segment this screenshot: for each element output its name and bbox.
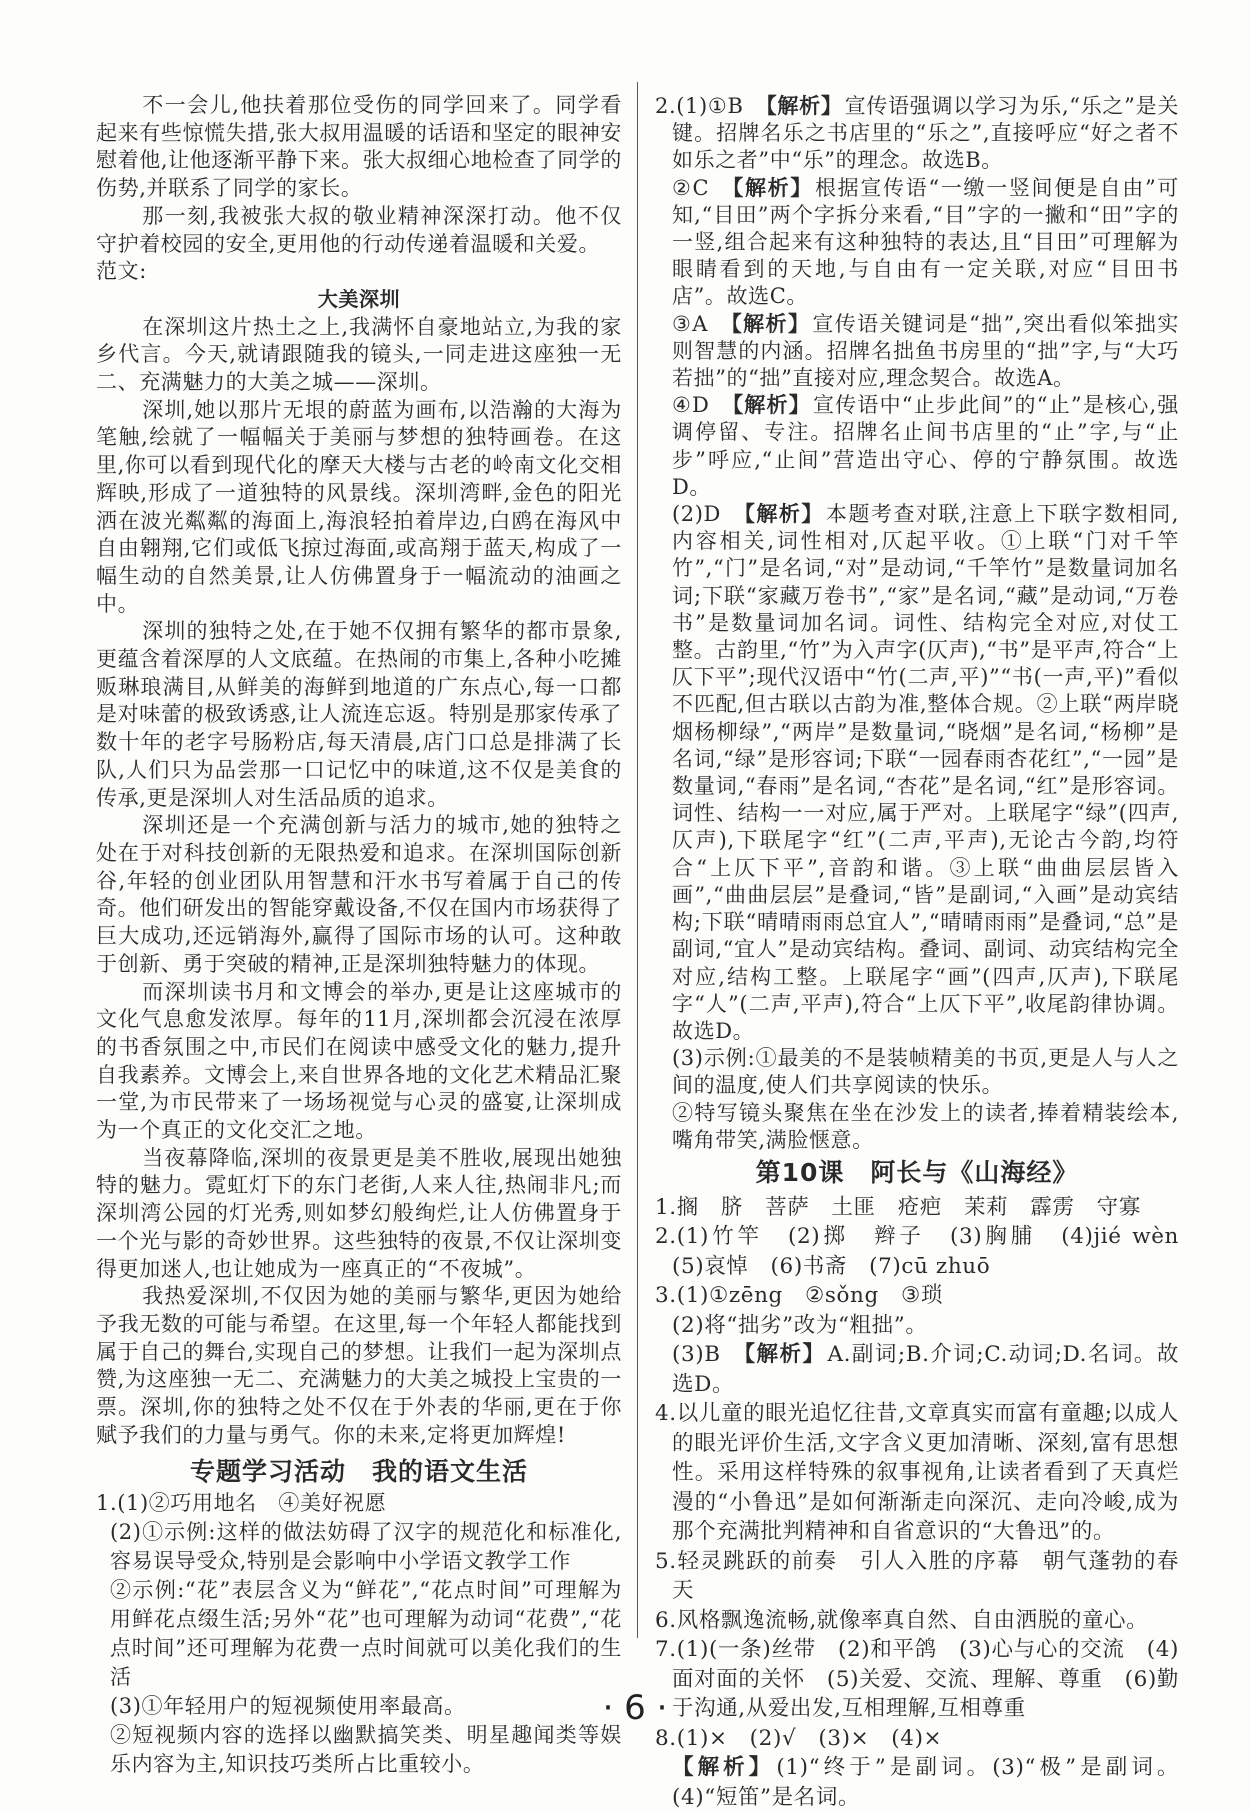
answer-item <box>655 1340 1179 1399</box>
paragraph <box>96 1145 622 1284</box>
answer-item <box>655 1724 1179 1754</box>
answer-text: (1)“终于”是副词。(3)“极”是副词。(4)“短笛”是名词。 <box>672 1755 1180 1810</box>
answer-text: 深圳,她以那片无垠的蔚蓝为画布,以浩瀚的大海为笔触,绘就了一幅幅关于美丽与梦想的独特画卷。在这里,你可以看到现代化的摩天大楼与古老的岭南文化交相辉映,形成了一道独特的风景线。深圳湾畔,金色的阳光洒在波光粼粼的海面上,海浪轻拍着岸边,白鸥在海风中自由翱翔,它们或低飞掠过海面,或高翔于蓝天,构成了一幅生动的自然美景,让人仿佛置身于一幅流动的油画之中。 <box>96 397 622 616</box>
analysis-label: 【解析】 <box>732 1342 826 1368</box>
answer-text: 不一会儿,他扶着那位受伤的同学回来了。同学看起来有些惊慌失措,张大叔用温暖的话语和坚定的眼神安慰着他,让他逐渐平静下来。张大叔细心地检查了同学的伤势,并联系了同学的家长。 <box>96 93 622 201</box>
answer-text: 本题考查对联,注意上下联字数相同,内容相关,词性相对,仄起平收。①上联“门对千竿竹”,“门”是名词,“对”是动词,“千竿竹”是数量词加名词;下联“家藏万卷书”,“家”是名词,“藏”是动词,“万卷书”是数量词加名词。词性、结构完全对应,对仗工整。古韵里,“竹”为入声字(仄声),“书”是平声,符合“上仄下平”;现代汉语中“竹(二声,平)”“书(一声,平)”看似不匹配,但古联以古韵为准,整体合规。②上联“两岸晓烟杨柳绿”,“两岸”是数量词,“晓烟”是名词,“杨柳”是名词,“绿”是形容词;下联“一园春雨杏花红”,“一园”是数量词,“春雨”是名词,“杏花”是名词,“红”是形容词。词性、结构一一对应,属于严对。上联尾字“绿”(四声,仄声),下联尾字“红”(二声,平声),无论古今韵,均符合“上仄下平”,音韵和谐。③上联“曲曲层层皆入画”,“曲曲层层”是叠词,“皆”是副词,“入画”是动宾结构;下联“晴晴雨雨总宜人”,“晴晴雨雨”是叠词,“总”是副词,“宜人”是动宾结构。叠词、副词、动宾结构完全对应,结构工整。上联尾字“画”(四声,仄声),下联尾字“人”(二声,平声),符合“上仄下平”,收尾韵律协调。故选D。 <box>672 502 1179 1043</box>
answer-text: (2)①示例:这样的做法妨碍了汉字的规范化和标准化,容易误导受众,特别是会影响中小学语文教学工作 <box>110 1520 622 1574</box>
answer-text: ②特写镜头聚焦在坐在沙发上的读者,捧着精装绘本,嘴角带笑,满脸惬意。 <box>672 1100 1179 1152</box>
answer-item <box>96 1489 622 1518</box>
answer-key: (3)B <box>672 1342 721 1368</box>
answer-item <box>655 93 1179 175</box>
analysis-label: 【解析】 <box>672 1755 775 1781</box>
answer-text: 在深圳这片热土之上,我满怀自豪地站立,为我的家乡代言。今天,就请跟随我的镜头,一同走进这座独一无二、充满魅力的大美之城——深圳。 <box>96 314 622 395</box>
answer-text: 5.轻灵跳跃的前奏 引人入胜的序幕 朝气蓬勃的春天 <box>655 1548 1179 1604</box>
answer-key: ④D <box>672 393 710 418</box>
answer-item <box>655 1547 1179 1606</box>
answer-item <box>96 1518 622 1576</box>
analysis-label: 【解析】 <box>755 94 843 118</box>
column-divider <box>637 82 638 1638</box>
answer-item <box>655 175 1179 311</box>
answer-text: 2.(1)竹竿 (2)掷 辫子 (3)胸脯 (4)jié wèn (5)哀悼 (6)书斋 (7)cū zhuō <box>655 1224 1202 1279</box>
answer-item <box>655 1399 1179 1547</box>
paragraph <box>96 812 622 978</box>
answer-text: 深圳的独特之处,在于她不仅拥有繁华的都市景象,更蕴含着深厚的人文底蕴。在热闹的市集上,各种小吃摊贩琳琅满目,从鲜美的海鲜到地道的广东点心,每一口都是对味蕾的极致诱惑,让人流连忘返。特别是那家传承了数十年的老字号肠粉店,每天清晨,店门口总是排满了长队,人们只为品尝那一口记忆中的味道,这不仅是美食的传承,更是深圳人对生活品质的追求。 <box>96 619 622 810</box>
answer-text: 6.风格飘逸流畅,就像率真自然、自由洒脱的童心。 <box>655 1607 1149 1633</box>
right-column <box>655 93 1202 1812</box>
answer-key: ②C <box>672 175 710 200</box>
analysis-section <box>655 93 1179 1154</box>
answer-text: 宣传语关键词是“拙”,突出看似笨拙实则智慧的内涵。招牌名拙鱼书房里的“拙”字,与“大巧若拙”的“拙”直接对应,理念契合。故选A。 <box>672 311 1179 391</box>
analysis-label: 【解析】 <box>719 311 811 336</box>
answer-item <box>655 1606 1179 1636</box>
paragraph <box>96 258 622 286</box>
answer-item <box>655 1635 1179 1724</box>
activity-answers <box>96 1489 622 1778</box>
answer-text: 宣传语强调以学习为乐,“乐之”是关键。招牌名乐之书店里的“乐之”,直接呼应“好之者不如乐之者”中“乐”的理念。故选B。 <box>672 94 1179 173</box>
paragraph <box>96 1283 622 1449</box>
analysis-label: 【解析】 <box>721 393 811 418</box>
answer-item <box>655 1222 1202 1281</box>
answer-item <box>655 1045 1179 1099</box>
answer-key: (2)D <box>672 502 721 527</box>
answer-text: 根据宣传语“一缴一竖间便是自由”可知,“目田”两个字拆分来看,“目”字的一撇和“田”字的一竖,组合起来有这种独特的表达,且“目田”可理解为眼睛看到的天地,与自由有一定关联,对应“目田书店”。故选C。 <box>672 175 1179 309</box>
lesson-heading: 第10课 阿长与《山海经》 <box>755 1157 1079 1187</box>
answer-text: 7.(1)(一条)丝带 (2)和平鸽 (3)心与心的交流 (4)面对面的关怀 (5)关爱、交流、理解、尊重 (6)勤于沟通,从爱出发,互相理解,互相尊重 <box>655 1637 1179 1722</box>
answer-item <box>655 392 1179 501</box>
answer-text: (3)①年轻用户的短视频使用率最高。 <box>110 1693 466 1718</box>
answer-text: 而深圳读书月和文博会的举办,更是让这座城市的文化气息愈发浓厚。每年的11月,深圳都会沉浸在浓厚的书香氛围之中,市民们在阅读中感受文化的魅力,提升自我素养。文博会上,来自世界各地的文化艺术精品汇聚一堂,为市民带来了一场场视觉与心灵的盛宴,让深圳成为一个真正的文化交汇之地。 <box>96 979 622 1143</box>
answer-text: 我热爱深圳,不仅因为她的美丽与繁华,更因为她给予我无数的可能与希望。在这里,每一个年轻人都能找到属于自己的舞台,实现自己的梦想。让我们一起为深圳点赞,为这座独一无二、充满魅力的大美之城投上宝贵的一票。深圳,你的独特之处不仅在于外表的华丽,更在于你赋予我们的力量与勇气。你的未来,定将更加辉煌! <box>96 1284 622 1447</box>
answer-item <box>655 1281 1179 1311</box>
paragraph <box>96 979 622 1145</box>
paragraph <box>96 397 622 619</box>
analysis-label: 【解析】 <box>721 175 813 200</box>
answer-text: 深圳还是一个充满创新与活力的城市,她的独特之处在于对科技创新的无限热爱和追求。在深圳国际创新谷,年轻的创业团队用智慧和汗水书写着属于自己的传奇。他们研发出的智能穿戴设备,不仅在国内市场获得了巨大成功,还远销海外,赢得了国际市场的认可。这种敢于创新、勇于突破的精神,正是深圳独特魅力的体现。 <box>96 813 622 976</box>
answer-text: 宣传语中“止步此间”的“止”是核心,强调停留、专注。招牌名止间书店里的“止”字,与“止步”呼应,“止间”营造出守心、停的宁静氛围。故选D。 <box>672 393 1179 499</box>
answer-text: 1.搁 脐 菩萨 土匪 疮疤 茉莉 霹雳 守寡 <box>655 1194 1141 1220</box>
essay-section <box>96 92 622 1449</box>
answer-text: 那一刻,我被张大叔的敬业精神深深打动。他不仅守护着校园的安全,更用他的行动传递着温暖和关爱。 <box>96 203 622 256</box>
paragraph <box>96 314 622 397</box>
answer-text: A.副词;B.介词;C.动词;D.名词。故选D。 <box>672 1342 1180 1397</box>
answer-text: 1.(1)②巧用地名 ④美好祝愿 <box>96 1491 387 1516</box>
paragraph <box>96 203 622 258</box>
activity-heading: 专题学习活动 我的语文生活 <box>189 1457 528 1487</box>
answer-key: ③A <box>672 311 708 336</box>
lesson-answers <box>655 1193 1202 1812</box>
answer-text: 范文: <box>96 259 147 284</box>
paragraph <box>96 92 622 203</box>
answer-text: 8.(1)× (2)√ (3)× (4)× <box>655 1725 943 1751</box>
answer-text: (3)示例:①最美的不是装帧精美的书页,更是人与人之间的温度,使人们共享阅读的快乐。 <box>672 1046 1179 1098</box>
answer-text: (2)将“拙劣”改为“粗拙”。 <box>672 1312 928 1338</box>
answer-item <box>96 1576 622 1692</box>
answer-item <box>655 311 1179 393</box>
paragraph <box>96 618 622 812</box>
answer-text: ②示例:“花”表层含义为“鲜花”,“花点时间”可理解为用鲜花点缀生活;另外“花”也可理解为动词“花费”,“花点时间”还可理解为花费一点时间就可以美化我们的生活 <box>110 1578 622 1689</box>
answer-item <box>655 1311 1179 1341</box>
left-column <box>96 92 622 1779</box>
answer-key: 2.(1)①B <box>655 94 744 118</box>
answer-item <box>655 501 1179 1045</box>
answer-text: 大美深圳 <box>317 286 401 311</box>
answer-item <box>96 1721 622 1779</box>
answer-item <box>655 1100 1179 1154</box>
answer-text: 4.以儿童的眼光追忆往昔,文章真实而富有童趣;以成人的眼光评价生活,文字含义更加清晰、深刻,富有思想性。采用这样特殊的叙事视角,让读者看到了天真烂漫的“小鲁迅”是如何渐渐走向深沉、走向冷峻,成为那个充满批判精神和自省意识的“大鲁迅”的。 <box>655 1401 1179 1545</box>
answer-text: 3.(1)①zēng ②sǒng ③琐 <box>655 1283 943 1309</box>
answer-item <box>655 1193 1179 1223</box>
essay-title <box>96 286 622 314</box>
answer-text: 当夜幕降临,深圳的夜景更是美不胜收,展现出她独特的魅力。霓虹灯下的东门老街,人来人往,热闹非凡;而深圳湾公园的灯光秀,则如梦幻般绚烂,让人仿佛置身于一个光与影的奇妙世界。这些独特的夜景,不仅让深圳变得更加迷人,也让她成为一座真正的“不夜城”。 <box>96 1145 622 1281</box>
answer-item <box>655 1753 1179 1812</box>
analysis-label: 【解析】 <box>732 502 824 527</box>
page-number: · 6 · <box>602 1688 668 1728</box>
answer-text: ②短视频内容的选择以幽默搞笑类、明星趣闻类等娱乐内容为主,知识技巧类所占比重较小。 <box>110 1722 622 1776</box>
answer-item <box>96 1692 622 1721</box>
